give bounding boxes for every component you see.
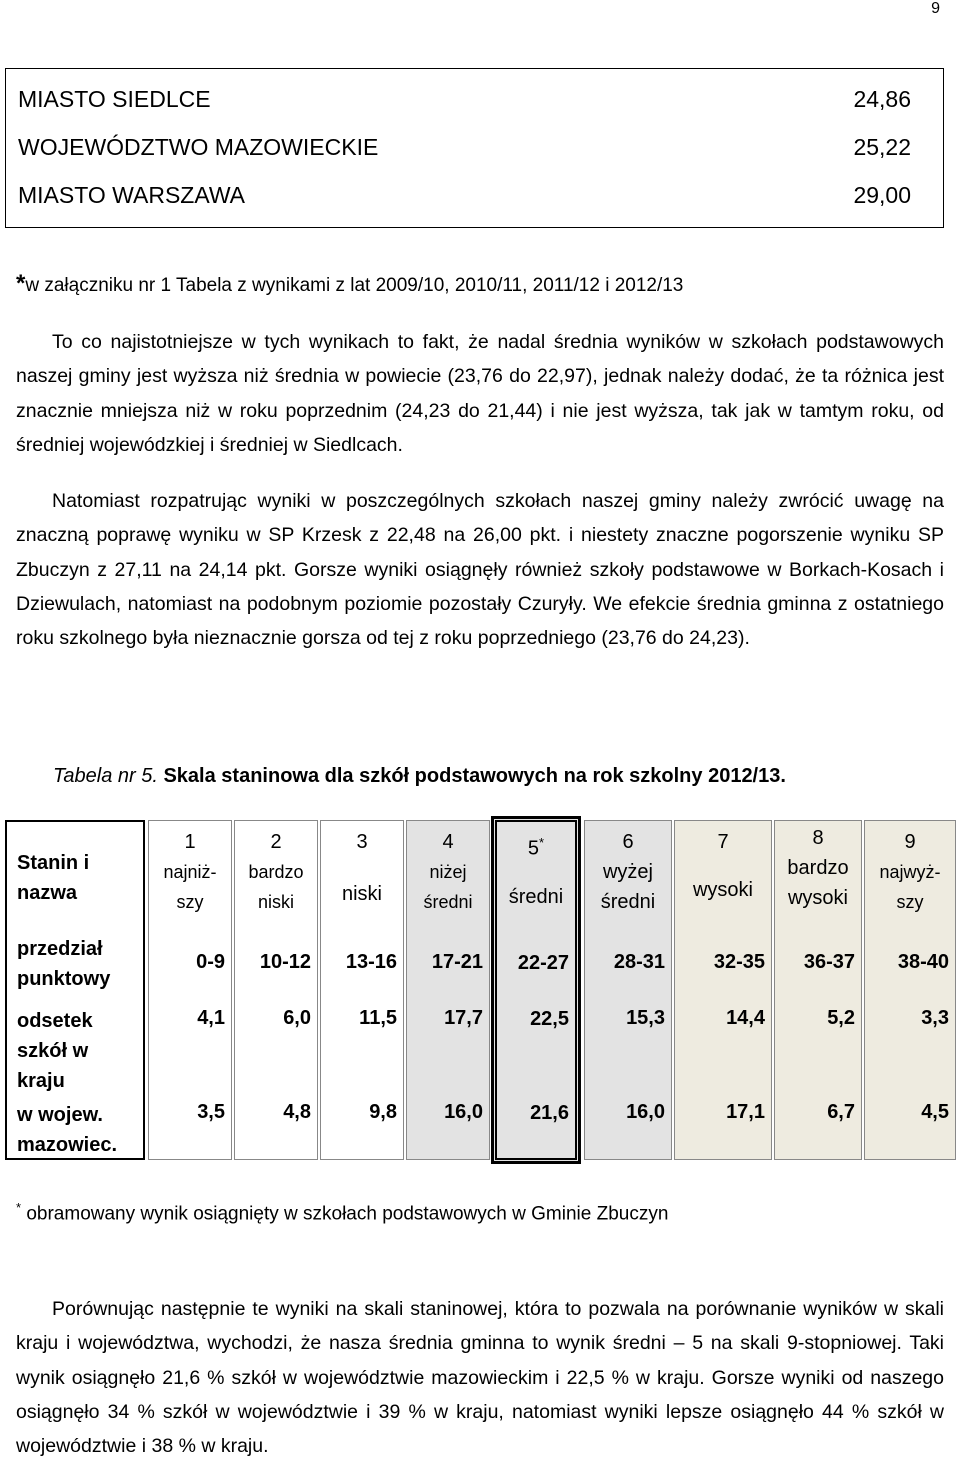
range-cell: 38-40 (897, 951, 949, 973)
column-header (865, 827, 955, 917)
paragraph-1-text: To co najistotniejsze w tych wynikach to fakt, że nadal średnia wyników w szkołach podstawowych naszej gminy jest wyższa niż średnia w powiecie (23,76 do 22,97), jednak należy dodać, że ta różnica jest znacznie mniejsza niż w roku poprzednim (24,23 do 21,44) i nie jest wyższa, tak jak w tamtym roku, od średniej wojewódzkiej i średniej w Siedlcach. (16, 331, 944, 456)
stanine-name: wysoki (692, 879, 753, 901)
stanine-table (5, 820, 957, 1168)
stanine-column-8 (774, 820, 862, 1160)
paragraph-2 (16, 484, 944, 655)
page-number: 9 (931, 0, 940, 17)
footnote-star: * (16, 1200, 22, 1215)
summary-value: 25,22 (853, 133, 911, 160)
country-cell: 14,4 (726, 1007, 765, 1029)
row-labels-column (5, 820, 145, 1160)
summary-value: 29,00 (853, 181, 911, 208)
stanine-number-value: 5 (527, 837, 540, 860)
stanine-name: najwyż-szy (879, 862, 941, 912)
stanine-column-1 (148, 820, 232, 1160)
stanine-column-7 (674, 820, 772, 1160)
column-header (775, 823, 861, 913)
table-caption-title: Skala staninowa dla szkół podstawowych na rok szkolny 2012/13. (163, 765, 786, 787)
summary-table (5, 68, 944, 228)
stanine-column-5-highlighted (492, 817, 580, 1163)
footnote-text: obramowany wynik osiągnięty w szkołach podstawowych w Gminie Zbuczyn (26, 1203, 669, 1225)
country-cell: 22,5 (530, 1008, 569, 1030)
stanine-name: bardzo niski (248, 862, 304, 912)
voivodeship-cell: 17,1 (726, 1101, 765, 1123)
paragraph-3 (16, 1292, 944, 1463)
range-cell: 0-9 (196, 951, 225, 973)
voivodeship-cell: 4,5 (921, 1101, 949, 1123)
summary-row (6, 75, 943, 123)
stanine-name: niżej średni (423, 862, 473, 912)
voivodeship-cell: 6,7 (827, 1101, 855, 1123)
summary-name: MIASTO WARSZAWA (18, 181, 246, 208)
summary-name: WOJEWÓDZTWO MAZOWIECKIE (18, 133, 379, 160)
country-cell: 5,2 (827, 1007, 855, 1029)
column-header (407, 827, 489, 917)
summary-row (6, 123, 943, 171)
paragraph-3-text: Porównując następnie te wyniki na skali staninowej, która to pozwala na porównanie wyników w skali kraju i województwa, wychodzi, że nasza średnia gminna to wynik średni – 5 na skali 9-stopniowej. Taki wynik osiągnęło 21,6 % szkół w województwie mazowieckim i 22,5 % w kraju. Gorsze wyniki od naszego osiągnęło 34 % szkół w województwie i 39 % w kraju, natomiast wyniki lepsze osiągnęło 44 % szkół w województwie i 38 % w kraju. (16, 1298, 944, 1458)
voivodeship-cell: 16,0 (626, 1101, 665, 1123)
stanine-name: wyżej średni (600, 861, 656, 913)
range-cell: 10-12 (259, 951, 311, 973)
stanine-name: niski (341, 883, 382, 905)
label-range: przedział punktowy (17, 938, 111, 990)
voivodeship-cell: 21,6 (530, 1102, 569, 1124)
stanine-number (497, 828, 575, 864)
column-header (585, 827, 671, 917)
column-header (497, 828, 575, 912)
column-header (235, 827, 317, 917)
country-cell: 11,5 (359, 1007, 397, 1029)
country-cell: 6,0 (283, 1007, 311, 1029)
column-header (321, 827, 403, 909)
country-cell: 4,1 (197, 1007, 225, 1029)
country-cell: 3,3 (921, 1007, 949, 1029)
voivodeship-cell: 4,8 (283, 1101, 311, 1123)
voivodeship-cell: 16,0 (444, 1101, 483, 1123)
attachment-note (16, 270, 683, 298)
stanine-number: 3 (356, 831, 368, 853)
country-cell: 17,7 (444, 1007, 483, 1029)
range-cell: 17-21 (431, 951, 483, 973)
label-country: odsetek szkół w kraju (17, 1010, 93, 1092)
stanine-number: 6 (622, 831, 634, 853)
highlight-star: * (539, 835, 545, 850)
country-cell: 15,3 (626, 1007, 665, 1029)
stanine-name: bardzo wysoki (787, 857, 849, 909)
table-caption (53, 765, 786, 788)
summary-name: MIASTO SIEDLCE (18, 85, 211, 112)
paragraph-2-text: Natomiast rozpatrując wyniki w poszczególnych szkołach naszej gminy należy zwrócić uwagę na znaczną poprawę wyniku w SP Krzesk z 22,48 na 26,00 pkt. i niestety znaczne pogorszenie wyniku SP Zbuczyn z 27,11 na 24,14 pkt. Gorsze wyniki osiągnęły również szkoły podstawowe w Borkach-Kosach i Dziewulach, natomiast na podobnym poziomie pozostały Czuryły. We efekcie średnia gminna z ostatniego roku szkolnego była nieznacznie gorsza od tej z roku poprzedniego (23,76 do 24,23). (16, 490, 944, 650)
stanine-column-4 (406, 820, 490, 1160)
column-header (675, 827, 771, 905)
footnote (16, 1200, 668, 1225)
stanine-number: 4 (442, 831, 454, 853)
stanine-number: 8 (812, 827, 824, 849)
stanine-name: średni (508, 885, 564, 908)
stanine-column-2 (234, 820, 318, 1160)
note-star: * (16, 270, 26, 297)
stanine-column-9 (864, 820, 956, 1160)
stanine-number: 1 (184, 831, 196, 853)
stanine-column-6 (584, 820, 672, 1160)
table-caption-number: Tabela nr 5. (53, 765, 158, 787)
voivodeship-cell: 3,5 (197, 1101, 225, 1123)
paragraph-1 (16, 325, 944, 462)
stanine-number: 9 (904, 831, 916, 853)
range-cell: 32-35 (713, 951, 765, 973)
summary-value: 24,86 (853, 85, 911, 112)
stanine-number: 2 (270, 831, 282, 853)
summary-row (6, 171, 943, 219)
voivodeship-cell: 9,8 (369, 1101, 397, 1123)
range-cell: 36-37 (803, 951, 855, 973)
stanine-column-3 (320, 820, 404, 1160)
range-cell: 13-16 (345, 951, 397, 973)
label-stanine: Stanin i nazwa (17, 852, 90, 904)
note-text: w załączniku nr 1 Tabela z wynikami z lat 2009/10, 2010/11, 2011/12 i 2012/13 (25, 275, 684, 296)
stanine-name: najniż-szy (163, 862, 217, 912)
range-cell: 28-31 (613, 951, 665, 973)
label-voivodeship: w wojew. mazowiec. (17, 1104, 118, 1156)
range-cell: 22-27 (517, 952, 569, 974)
stanine-number: 7 (717, 831, 729, 853)
column-header (149, 827, 231, 917)
